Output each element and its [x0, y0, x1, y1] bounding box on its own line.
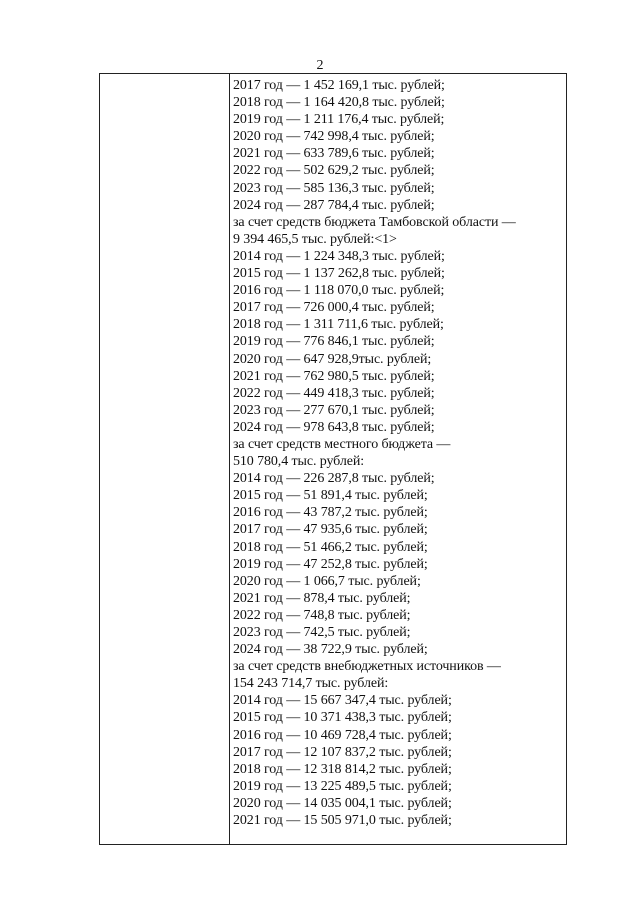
funding-line: 2020 год — 742 998,4 тыс. рублей;: [233, 129, 435, 145]
funding-line: 2018 год — 1 311 711,6 тыс. рублей;: [233, 317, 444, 333]
funding-line: 2015 год — 51 891,4 тыс. рублей;: [233, 488, 428, 504]
funding-line: 2014 год — 226 287,8 тыс. рублей;: [233, 471, 435, 487]
funding-line: 2023 год — 585 136,3 тыс. рублей;: [233, 180, 435, 196]
funding-line: 2018 год — 12 318 814,2 тыс. рублей;: [233, 761, 452, 777]
funding-lines: [233, 77, 560, 829]
funding-line: 2014 год — 15 667 347,4 тыс. рублей;: [233, 693, 452, 709]
funding-line: за счет средств бюджета Тамбовской области —: [233, 214, 516, 230]
funding-line: 2014 год — 1 224 348,3 тыс. рублей;: [233, 248, 445, 264]
funding-line: 2021 год — 15 505 971,0 тыс. рублей;: [233, 813, 452, 829]
funding-line: 2021 год — 878,4 тыс. рублей;: [233, 590, 411, 606]
funding-line: 2022 год — 449 418,3 тыс. рублей;: [233, 385, 435, 401]
funding-line: 2018 год — 51 466,2 тыс. рублей;: [233, 539, 428, 555]
funding-line: 2023 год — 742,5 тыс. рублей;: [233, 625, 411, 640]
page-number: 2: [316, 58, 324, 73]
funding-line: 2021 год — 633 789,6 тыс. рублей;: [233, 146, 435, 162]
funding-line: за счет средств внебюджетных источников —: [233, 659, 501, 675]
funding-line: 2016 год — 10 469 728,4 тыс. рублей;: [233, 727, 452, 743]
funding-line: 154 243 714,7 тыс. рублей:: [233, 676, 389, 692]
funding-line: 2018 год — 1 164 420,8 тыс. рублей;: [233, 95, 445, 111]
funding-line: 2020 год — 647 928,9тыс. рублей;: [233, 351, 432, 367]
funding-line: 9 394 465,5 тыс. рублей:<1>: [233, 231, 397, 247]
funding-line: 2022 год — 502 629,2 тыс. рублей;: [233, 163, 435, 179]
funding-line: 2015 год — 1 137 262,8 тыс. рублей;: [233, 266, 445, 282]
funding-table: [99, 73, 567, 845]
funding-line: 2017 год — 12 107 837,2 тыс. рублей;: [233, 744, 452, 760]
funding-line: 2020 год — 1 066,7 тыс. рублей;: [233, 573, 421, 589]
funding-line: 2019 год — 776 846,1 тыс. рублей;: [233, 334, 435, 350]
funding-line: 2022 год — 748,8 тыс. рублей;: [233, 607, 411, 623]
funding-line: 510 780,4 тыс. рублей:: [233, 454, 365, 470]
funding-line: 2020 год — 14 035 004,1 тыс. рублей;: [233, 795, 452, 811]
funding-line: 2024 год — 978 643,8 тыс. рублей;: [233, 419, 435, 435]
funding-line: 2019 год — 47 252,8 тыс. рублей;: [233, 556, 428, 572]
funding-line: 2016 год — 43 787,2 тыс. рублей;: [233, 505, 428, 521]
funding-line: 2023 год — 277 670,1 тыс. рублей;: [233, 402, 435, 418]
funding-line: 2015 год — 10 371 438,3 тыс. рублей;: [233, 710, 452, 726]
funding-line: 2017 год — 47 935,6 тыс. рублей;: [233, 522, 428, 538]
funding-line: 2019 год — 1 211 176,4 тыс. рублей;: [233, 112, 445, 128]
funding-line: 2017 год — 1 452 169,1 тыс. рублей;: [233, 78, 445, 93]
funding-line: за счет средств местного бюджета —: [233, 436, 451, 452]
funding-line: 2017 год — 726 000,4 тыс. рублей;: [233, 300, 435, 316]
column-divider: [229, 74, 230, 844]
funding-line: 2021 год — 762 980,5 тыс. рублей;: [233, 368, 435, 384]
funding-line: 2016 год — 1 118 070,0 тыс. рублей;: [233, 283, 445, 299]
funding-line: 2019 год — 13 225 489,5 тыс. рублей;: [233, 778, 452, 794]
funding-line: 2024 год — 38 722,9 тыс. рублей;: [233, 642, 428, 658]
funding-line: 2024 год — 287 784,4 тыс. рублей;: [233, 197, 435, 213]
